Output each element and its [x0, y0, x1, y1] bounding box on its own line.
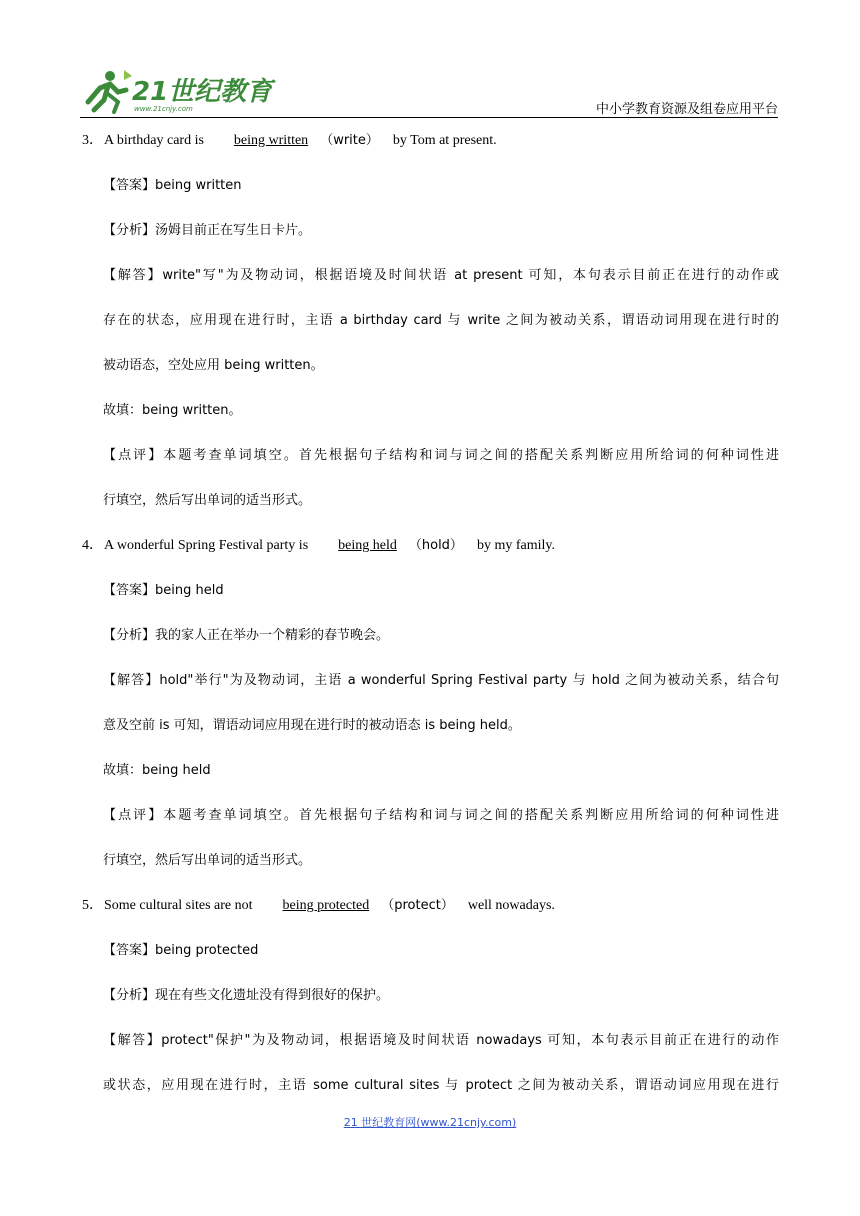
analysis: 【分析】现在有些文化遗址没有得到很好的保护。 [103, 988, 390, 1003]
answer-blank: being written [233, 133, 309, 148]
logo [80, 62, 280, 114]
solution-line: 存在的状态，应用现在进行时，主语 a birthday card 与 write 之间为被动关系，谓语动词用现在进行时的 [103, 313, 779, 328]
header-divider [80, 117, 778, 118]
answer: 【答案】being written [103, 178, 242, 193]
solution-line: 【解答】protect"保护"为及物动词，根据语境及时间状语 nowadays 可知，本句表示目前正在进行的动作 [103, 1033, 779, 1048]
runner-icon [88, 70, 132, 112]
comment-line: 行填空，然后写出单词的适当形式。 [103, 493, 312, 508]
comment-line: 行填空，然后写出单词的适当形式。 [103, 853, 312, 868]
question-5: 5．Some cultural sites are not being protected （protect） well nowadays. [82, 890, 782, 935]
question-3: 3．A birthday card is being written （write） by Tom at present. [82, 125, 782, 170]
solution-line: 或状态，应用现在进行时，主语 some cultural sites 与 protect 之间为被动关系，谓语动词应用现在进行 [103, 1078, 779, 1093]
answer: 【答案】being held [103, 583, 224, 598]
solution-line: 【解答】write"写"为及物动词，根据语境及时间状语 at present 可知，本句表示目前正在进行的动作或 [103, 268, 779, 283]
analysis: 【分析】汤姆目前正在写生日卡片。 [103, 223, 312, 238]
question-4: 4．A wonderful Spring Festival party is being held （hold） by my family. [82, 530, 782, 575]
svg-text:21世纪教育: 21世纪教育 [132, 77, 273, 107]
answer-blank: being protected [282, 898, 370, 913]
solution-line: 被动语态，空处应用 being written。 [103, 358, 324, 373]
analysis: 【分析】我的家人正在举办一个精彩的春节晚会。 [103, 628, 390, 643]
answer: 【答案】being protected [103, 943, 259, 958]
footer-link[interactable]: 21 世纪教育网(www.21cnjy.com) [343, 1116, 517, 1129]
document-body [82, 125, 782, 1115]
page-footer [0, 1113, 860, 1131]
solution-line: 意及空前 is 可知，谓语动词应用现在进行时的被动语态 is being held。 [103, 718, 521, 733]
comment-line: 【点评】本题考查单词填空。首先根据句子结构和词与词之间的搭配关系判断应用所给词的何种词性进 [103, 448, 779, 463]
platform-title: 中小学教育资源及组卷应用平台 [595, 102, 778, 117]
comment-line: 【点评】本题考查单词填空。首先根据句子结构和词与词之间的搭配关系判断应用所给词的何种词性进 [103, 808, 779, 823]
page-header [80, 62, 778, 118]
answer-blank: being held [338, 538, 397, 553]
solution-line: 【解答】hold"举行"为及物动词，主语 a wonderful Spring Festival party 与 hold 之间为被动关系，结合句 [103, 673, 779, 688]
svg-text:www.21cnjy.com: www.21cnjy.com [134, 105, 193, 113]
fill-answer: 故填：being held [103, 763, 211, 778]
fill-answer: 故填：being written。 [103, 403, 242, 418]
